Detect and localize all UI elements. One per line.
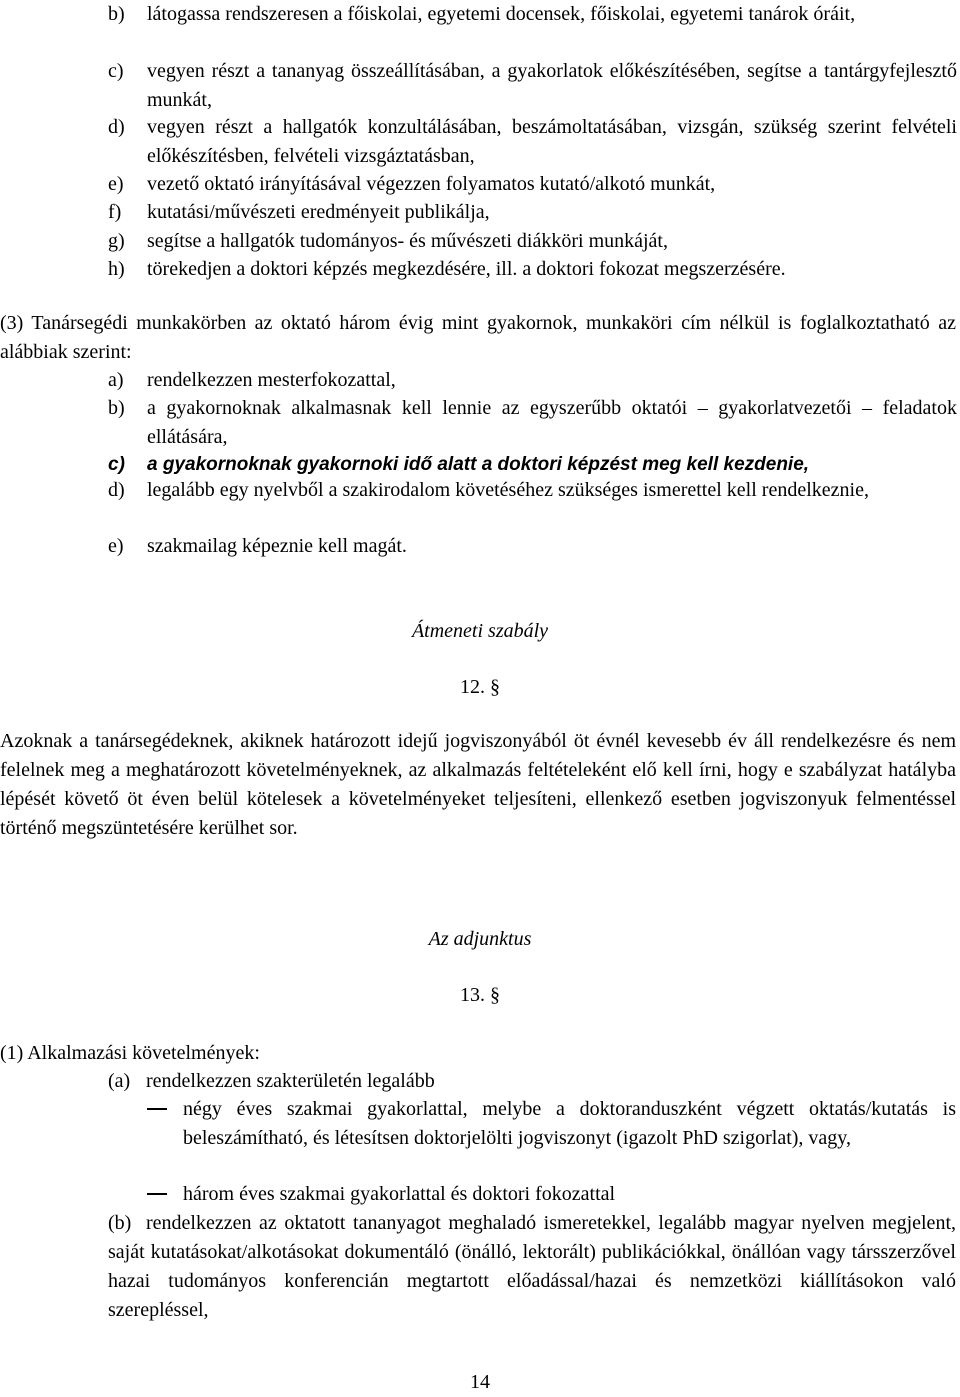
- list-item-d: [108, 476, 957, 505]
- sub-item-1: négy éves szakmai gyakorlattal, melybe a doktoranduszként végzett oktatás/kutatás is beleszámítható, és létesítsen doktorjelölti jogviszonyt (igazolt PhD szigorlat), vagy,: [183, 1098, 956, 1149]
- item-a: [108, 1067, 956, 1096]
- list-label: f): [108, 201, 122, 223]
- list-text: a gyakornoknak gyakornoki idő alatt a doktori képzést meg kell kezdenie,: [147, 454, 810, 475]
- sub-item-2: három éves szakmai gyakorlattal és doktori fokozattal: [183, 1183, 616, 1205]
- paragraph-3: (3) Tanársegédi munkakörben az oktató három évig mint gyakornok, munkaköri cím nélkül is foglalkoztatható az alábbiak szerint:: [0, 312, 956, 363]
- list-label: b): [108, 3, 125, 25]
- page-number: 14: [470, 1371, 490, 1393]
- list-item-c: [108, 57, 957, 115]
- list-label: e): [108, 173, 124, 195]
- list-text: látogassa rendszeresen a főiskolai, egyetemi docensek, főiskolai, egyetemi tanárok óráit,: [147, 3, 856, 25]
- paragraph-12: Azoknak a tanársegédeknek, akiknek határozott idejű jogviszonyából öt évnél kevesebb év áll rendelkezésre és nem felelnek meg a meghatározott követelményeknek, az alkalmazás feltételeként elő kell írni, hogy e szabályzat hatályba lépését követő öt éven belül kötelesek a követelményeket teljesíteni, ellenkező esetben jogviszonyuk felmentéssel történő megszüntetésére kerülhet sor.: [0, 730, 956, 839]
- item-b: [108, 1209, 956, 1325]
- dash-bullet-icon: [147, 1193, 167, 1195]
- list-label: c): [108, 454, 125, 475]
- list-text: törekedjen a doktori képzés megkezdésére, ill. a doktori fokozat megszerzésére.: [147, 258, 786, 280]
- list-label: g): [108, 230, 125, 252]
- list-text: legalább egy nyelvből a szakirodalom követéséhez szükséges ismerettel kell rendelkeznie,: [147, 479, 869, 501]
- paragraph-13-1: (1) Alkalmazási követelmények:: [0, 1042, 260, 1064]
- section-heading-atmeneti: Átmeneti szabály: [411, 620, 549, 642]
- list-item-b: [108, 0, 957, 29]
- list-text: segítse a hallgatók tudományos- és művészeti diákköri munkáját,: [147, 230, 668, 252]
- list-label: d): [108, 479, 125, 501]
- section-number-13: 13. §: [460, 984, 500, 1006]
- list-item-g: [108, 227, 957, 256]
- list-text: szakmailag képeznie kell magát.: [147, 535, 407, 557]
- list-item-e: [108, 170, 957, 199]
- list-text: rendelkezzen mesterfokozattal,: [147, 369, 396, 391]
- list-item-f: [108, 198, 957, 227]
- list-label: b): [108, 397, 125, 419]
- list-text: vegyen részt a tananyag összeállításában, a gyakorlatok előkészítésében, segítse a tantárgyfejlesztő munkát,: [147, 60, 957, 111]
- item-label: (a): [108, 1070, 131, 1092]
- section-heading-adjunktus: Az adjunktus: [428, 928, 532, 950]
- list-label: d): [108, 116, 125, 138]
- list-label: a): [108, 369, 124, 391]
- list-item-b: [108, 394, 957, 452]
- list-label: h): [108, 258, 125, 280]
- list-text: vegyen részt a hallgatók konzultálásában, beszámoltatásában, vizsgán, szükség szerint felvételi előkészítésben, felvételi vizsgáztatásban,: [147, 116, 957, 167]
- list-label: c): [108, 60, 124, 82]
- list-item-c-emphasized: [108, 450, 957, 479]
- list-item-d: [108, 113, 957, 171]
- section-number-12: 12. §: [460, 676, 500, 698]
- list-item-e: [108, 532, 957, 561]
- list-item-h: [108, 255, 957, 284]
- list-label: e): [108, 535, 124, 557]
- item-label: (b): [108, 1212, 132, 1234]
- list-text: vezető oktató irányításával végezzen folyamatos kutató/alkotó munkát,: [147, 173, 716, 195]
- list-text: a gyakornoknak alkalmasnak kell lennie az egyszerűbb oktatói – gyakorlatvezetői – feladatok ellátására,: [147, 397, 957, 448]
- dash-bullet-icon: [147, 1108, 167, 1110]
- item-text: rendelkezzen szakterületén legalább: [146, 1070, 435, 1092]
- list-text: kutatási/művészeti eredményeit publikálja,: [147, 201, 490, 223]
- item-text: rendelkezzen az oktatott tananyagot meghaladó ismeretekkel, legalább magyar nyelven megjelent, saját kutatásokat/alkotásokat dokumentáló (önálló, lektorált) publikációkkal, önállóan vagy társszerzővel hazai tudományos konferencián megtartott előadással/hazai és nemzetközi kiállításokon való szerepléssel,: [108, 1212, 956, 1321]
- list-item-a: [108, 366, 957, 395]
